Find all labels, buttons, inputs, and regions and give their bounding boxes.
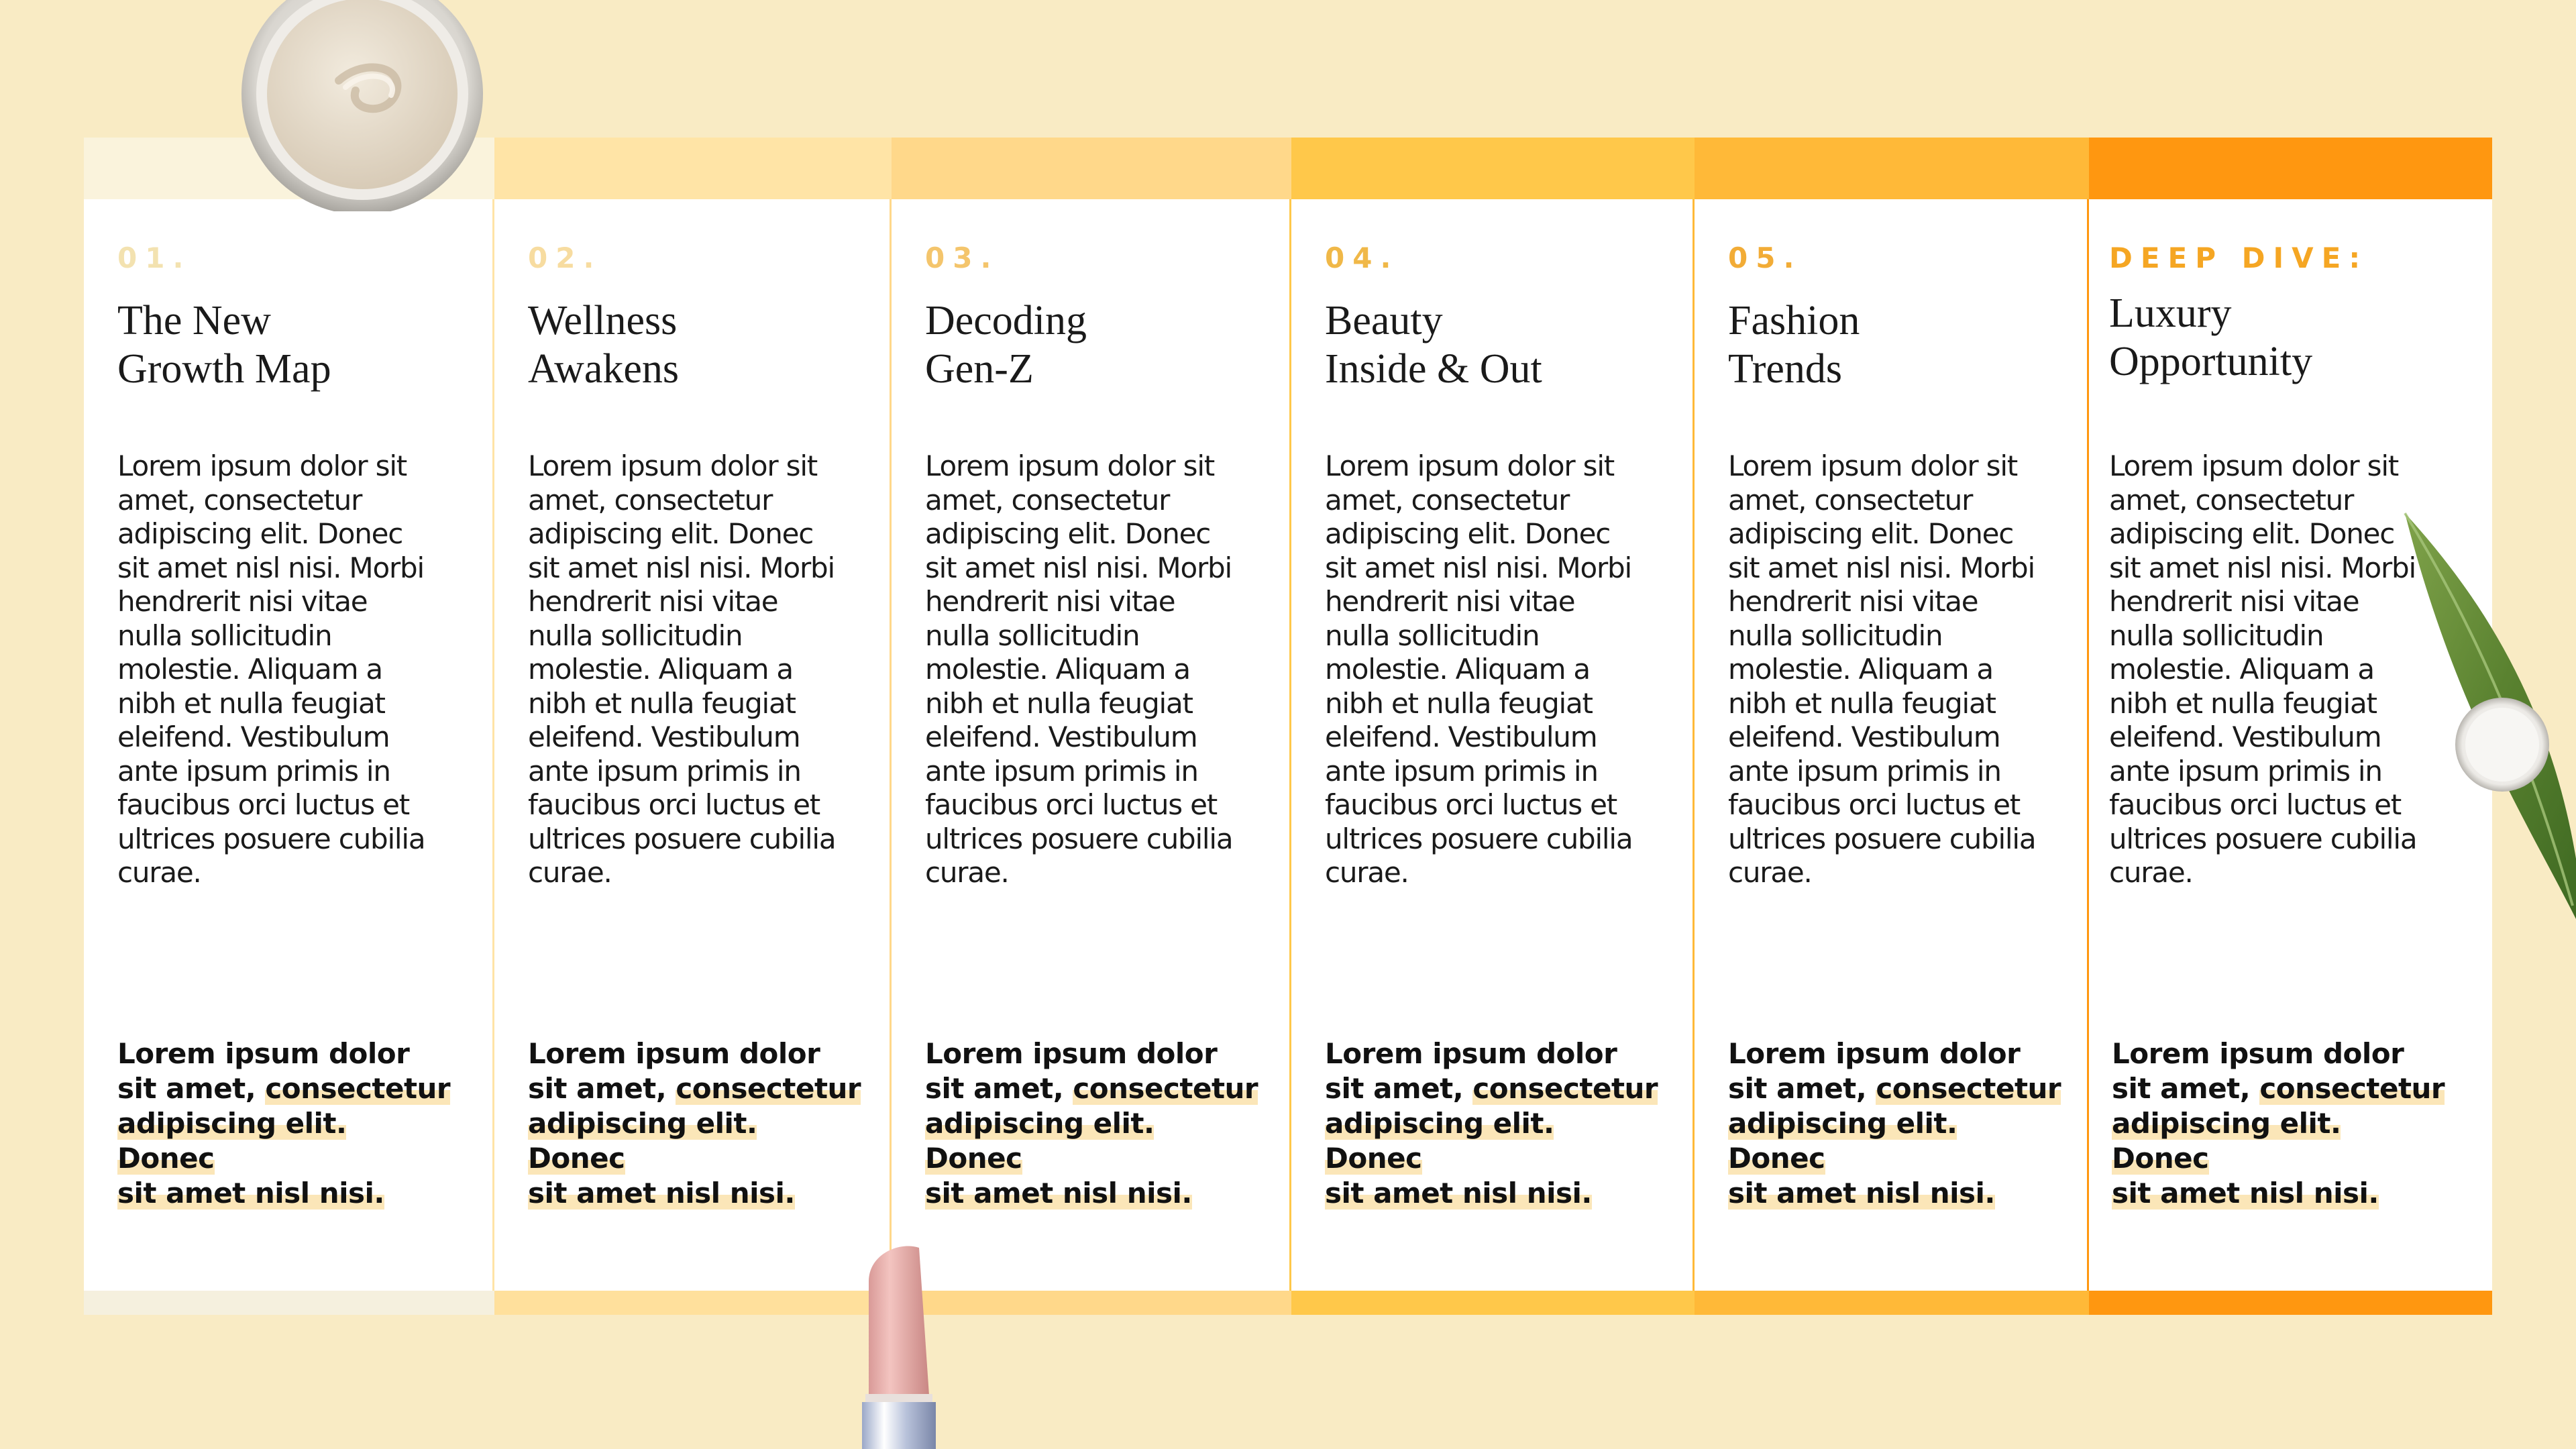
column-title [117,297,466,393]
cream-jar-image [238,0,486,211]
column-number: 04. [1325,241,1399,274]
callout-line [1728,1176,2063,1211]
column-callout [1325,1036,1660,1211]
column-number: 03. [925,241,1000,274]
callout-line [925,1071,1260,1106]
column-title-line: Gen-Z [925,346,1034,392]
callout-highlight: consectetur [265,1072,451,1105]
callout-line: Lorem ipsum dolor [117,1037,410,1070]
callout-line [1325,1071,1660,1106]
column-title-line: Inside & Out [1325,346,1542,392]
lipstick-image [845,1241,953,1449]
leaf-image [2395,510,2576,932]
column-body-text: Lorem ipsum dolor sit amet, consectetur adipiscing elit. Donec sit amet nisl nisi. Morbi hendrerit nisi vitae nulla sollicitudin molestie. Aliquam a nibh et nulla feugiat eleifend. Vestibulum ante ipsum primis in faucibus orci luctus et ultrices posuere cubilia curae. [2109,449,2417,889]
callout-text: sit amet, [117,1072,266,1105]
column-title [2109,289,2458,386]
column-panel [1695,138,2089,1315]
column-title-line: Opportunity [2109,339,2313,384]
panel-top-bar [2089,138,2492,199]
column-callout [117,1036,453,1211]
callout-line [117,1071,453,1106]
callout-highlight: consectetur [2259,1072,2445,1105]
panel-bottom-bar [1291,1291,1695,1315]
panel-top-bar [494,138,892,199]
callout-line: Lorem ipsum dolor [2112,1037,2404,1070]
callout-line [2112,1071,2447,1106]
callout-highlight: adipiscing elit. Donec [1728,1107,1957,1175]
callout-highlight: sit amet nisl nisi. [117,1177,384,1210]
callout-highlight: adipiscing elit. Donec [925,1107,1155,1175]
column-body-text: Lorem ipsum dolor sit amet, consectetur adipiscing elit. Donec sit amet nisl nisi. Morbi hendrerit nisi vitae nulla sollicitudin molestie. Aliquam a nibh et nulla feugiat eleifend. Vestibulum ante ipsum primis in faucibus orci luctus et ultrices posuere cubilia curae. [1728,449,2036,889]
column-panel [892,138,1291,1315]
panel-bottom-bar [494,1291,892,1315]
callout-highlight: consectetur [1073,1072,1258,1105]
panel-top-bar [1695,138,2089,199]
callout-text: sit amet, [528,1072,676,1105]
column-title-line: The New [117,298,271,343]
column-number: 05. [1728,241,1803,274]
callout-line: Lorem ipsum dolor [1325,1037,1617,1070]
callout-highlight: sit amet nisl nisi. [1325,1177,1592,1210]
callout-line [925,1176,1260,1211]
column-callout [1728,1036,2063,1211]
column-title [925,297,1274,393]
column-number: 01. [117,241,192,274]
callout-highlight: consectetur [1876,1072,2061,1105]
callout-highlight: sit amet nisl nisi. [925,1177,1192,1210]
panel-bottom-bar [1695,1291,2089,1315]
callout-line [925,1106,1260,1176]
column-body-text: Lorem ipsum dolor sit amet, consectetur adipiscing elit. Donec sit amet nisl nisi. Morbi hendrerit nisi vitae nulla sollicitudin molestie. Aliquam a nibh et nulla feugiat eleifend. Vestibulum ante ipsum primis in faucibus orci luctus et ultrices posuere cubilia curae. [925,449,1233,889]
column-panel [494,138,892,1315]
callout-line [528,1176,863,1211]
callout-text: sit amet, [925,1072,1073,1105]
panel-top-bar [1291,138,1695,199]
callout-line [1325,1176,1660,1211]
callout-text: sit amet, [1325,1072,1473,1105]
callout-line: Lorem ipsum dolor [528,1037,820,1070]
callout-line: Lorem ipsum dolor [1728,1037,2021,1070]
callout-highlight: consectetur [1472,1072,1658,1105]
column-title-line: Awakens [528,346,680,392]
column-title-line: Wellness [528,298,678,343]
column-title [1325,297,1674,393]
column-number: 02. [528,241,602,274]
callout-line [117,1106,453,1176]
callout-line [1728,1106,2063,1176]
column-panel [84,138,494,1315]
column-title-line: Luxury [2109,290,2232,336]
callout-line [1728,1071,2063,1106]
column-callout [2112,1036,2447,1211]
column-body-text: Lorem ipsum dolor sit amet, consectetur adipiscing elit. Donec sit amet nisl nisi. Morbi hendrerit nisi vitae nulla sollicitudin molestie. Aliquam a nibh et nulla feugiat eleifend. Vestibulum ante ipsum primis in faucibus orci luctus et ultrices posuere cubilia curae. [117,449,425,889]
callout-highlight: consectetur [676,1072,861,1105]
callout-line [2112,1106,2447,1176]
column-body-text: Lorem ipsum dolor sit amet, consectetur adipiscing elit. Donec sit amet nisl nisi. Morbi hendrerit nisi vitae nulla sollicitudin molestie. Aliquam a nibh et nulla feugiat eleifend. Vestibulum ante ipsum primis in faucibus orci luctus et ultrices posuere cubilia curae. [528,449,836,889]
callout-line [528,1106,863,1176]
panel-top-bar [892,138,1291,199]
callout-line [117,1176,453,1211]
callout-text: sit amet, [1728,1072,1876,1105]
callout-highlight: sit amet nisl nisi. [528,1177,795,1210]
callout-line [1325,1106,1660,1176]
callout-highlight: adipiscing elit. Donec [2112,1107,2341,1175]
callout-highlight: adipiscing elit. Donec [1325,1107,1554,1175]
column-number: DEEP DIVE: [2109,241,2369,274]
callout-highlight: adipiscing elit. Donec [528,1107,757,1175]
panel-bottom-bar [2089,1291,2492,1315]
column-callout [925,1036,1260,1211]
column-callout [528,1036,863,1211]
callout-highlight: sit amet nisl nisi. [2112,1177,2379,1210]
column-title-line: Trends [1728,346,1842,392]
column-title [1728,297,2077,393]
column-title-line: Decoding [925,298,1087,343]
column-body-text: Lorem ipsum dolor sit amet, consectetur adipiscing elit. Donec sit amet nisl nisi. Morbi hendrerit nisi vitae nulla sollicitudin molestie. Aliquam a nibh et nulla feugiat eleifend. Vestibulum ante ipsum primis in faucibus orci luctus et ultrices posuere cubilia curae. [1325,449,1633,889]
panel-bottom-bar [84,1291,494,1315]
column-title-line: Fashion [1728,298,1860,343]
callout-highlight: sit amet nisl nisi. [1728,1177,1995,1210]
column-panel [1291,138,1695,1315]
callout-line [2112,1176,2447,1211]
callout-text: sit amet, [2112,1072,2260,1105]
column-title [528,297,877,393]
callout-highlight: adipiscing elit. Donec [117,1107,347,1175]
column-title-line: Growth Map [117,346,331,392]
column-title-line: Beauty [1325,298,1443,343]
callout-line [528,1071,863,1106]
callout-line: Lorem ipsum dolor [925,1037,1218,1070]
